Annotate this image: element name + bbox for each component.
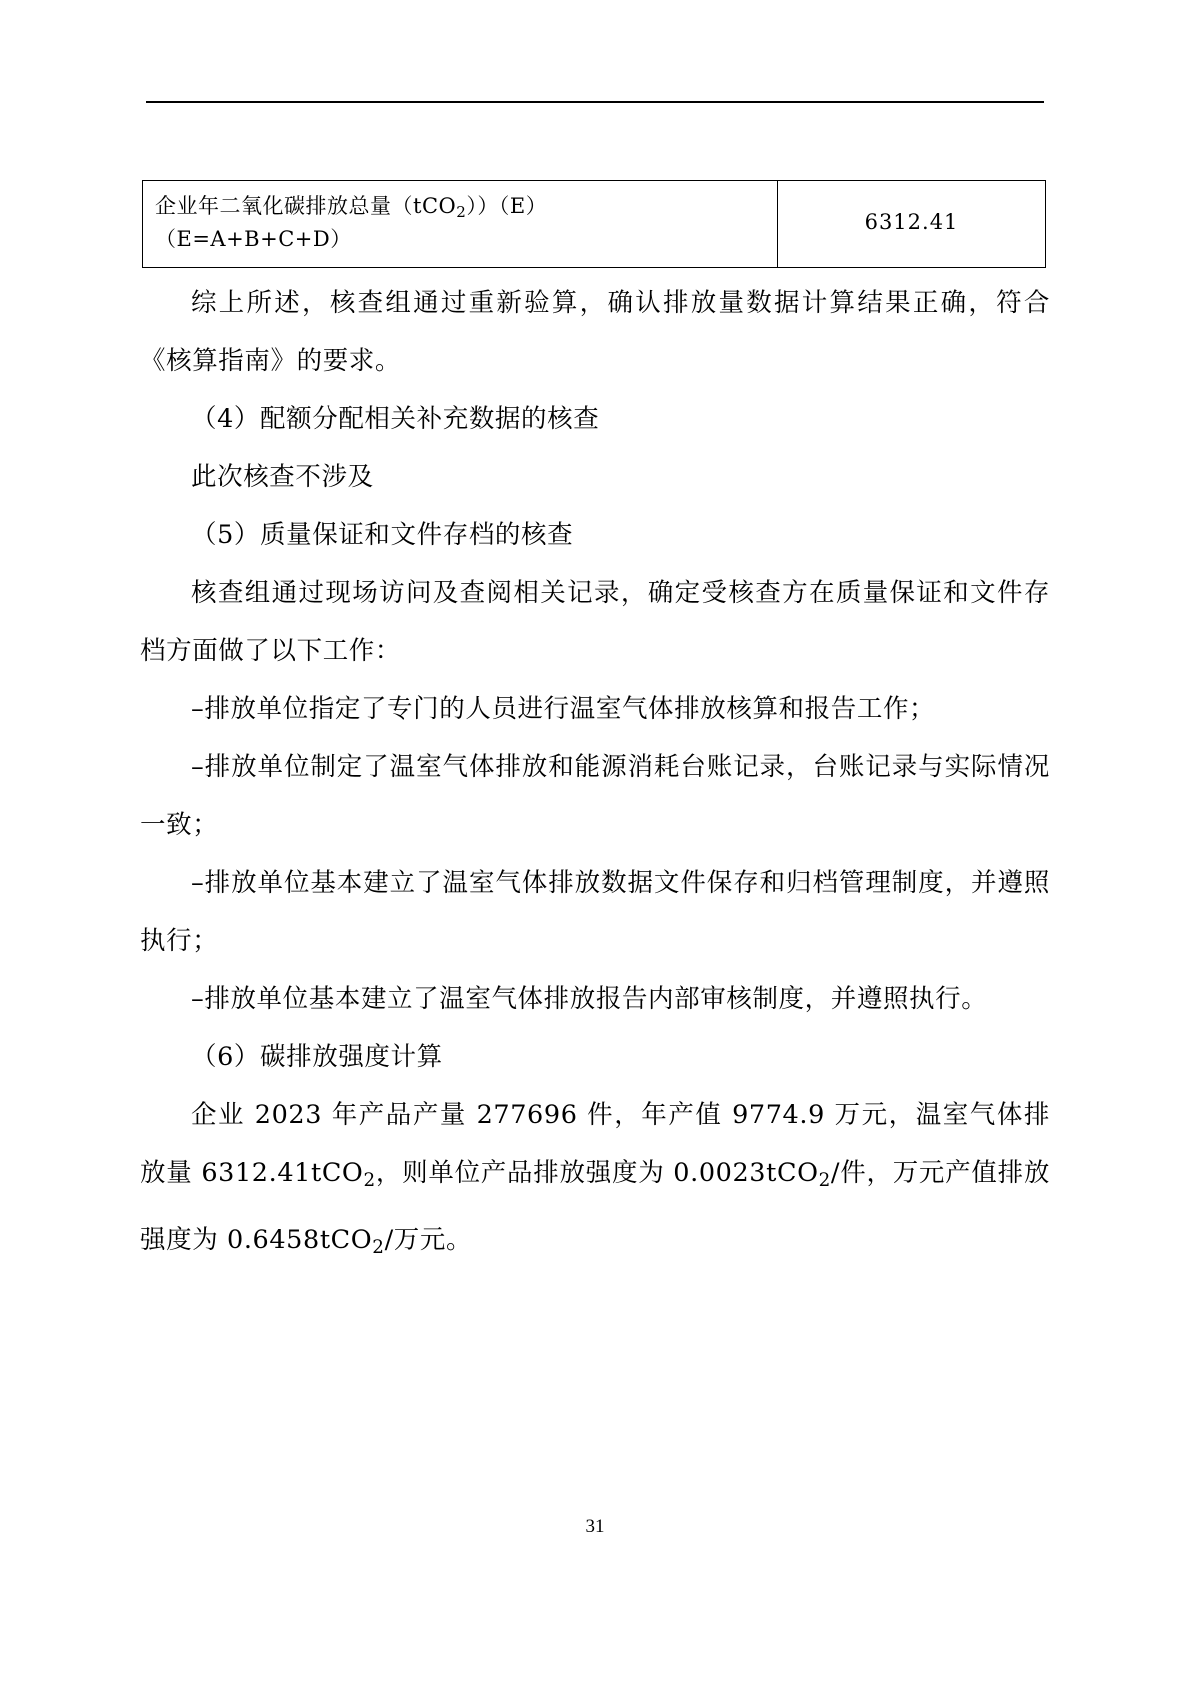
paragraph-section-5-body: 核查组通过现场访问及查阅相关记录，确定受核查方在质量保证和文件存档方面做了以下工作： xyxy=(140,578,1050,667)
paragraph-summary: 综上所述，核查组通过重新验算，确认排放量数据计算结果正确，符合《核算指南》的要求。 xyxy=(140,288,1050,377)
paragraph-intensity-calculation xyxy=(140,1086,1050,1276)
intensity-part-1: 企业 2023 年产品产量 277696 件，年产值 9774.9 万元，温室气体排放量 6312.41tCO xyxy=(140,1100,1050,1189)
intensity-subscript-3: 2 xyxy=(372,1236,385,1258)
paragraph-bullet-2: –排放单位制定了温室气体排放和能源消耗台账记录，台账记录与实际情况一致； xyxy=(140,752,1050,841)
intensity-subscript-1: 2 xyxy=(363,1170,376,1192)
table-cell-value: 6312.41 xyxy=(778,181,1046,268)
label-subscript: 2 xyxy=(456,203,467,222)
label-text-post: ））（E） xyxy=(466,194,548,218)
intensity-part-2: ，则单位产品排放强度为 0.0023tCO xyxy=(375,1158,819,1189)
paragraph-section-4-body: 此次核查不涉及 xyxy=(191,462,374,493)
paragraph-section-6-heading: （6）碳排放强度计算 xyxy=(191,1042,443,1073)
paragraph-bullet-3: –排放单位基本建立了温室气体排放数据文件保存和归档管理制度，并遵照执行； xyxy=(140,868,1050,957)
paragraph-section-4-heading: （4）配额分配相关补充数据的核查 xyxy=(191,404,600,435)
page-content xyxy=(140,180,1050,1277)
intensity-part-4: /万元。 xyxy=(384,1224,473,1255)
emissions-summary-table xyxy=(142,180,1046,268)
label-text-pre: 企业年二氧化碳排放总量（tCO xyxy=(155,194,457,218)
paragraph-section-5-heading: （5）质量保证和文件存档的核查 xyxy=(191,520,574,551)
intensity-part-3: /件，万元产值排放强度为 0.6458tCO xyxy=(140,1158,1050,1255)
paragraph-bullet-1: –排放单位指定了专门的人员进行温室气体排放核算和报告工作； xyxy=(191,694,936,725)
intensity-subscript-2: 2 xyxy=(818,1170,831,1192)
paragraph-bullet-4: –排放单位基本建立了温室气体排放报告内部审核制度，并遵照执行。 xyxy=(191,984,988,1015)
page-number: 31 xyxy=(585,1516,605,1537)
header-divider xyxy=(146,101,1044,103)
table-cell-label xyxy=(143,181,778,268)
table-row xyxy=(143,181,1046,268)
label-formula: （E=A+B+C+D） xyxy=(155,226,352,251)
